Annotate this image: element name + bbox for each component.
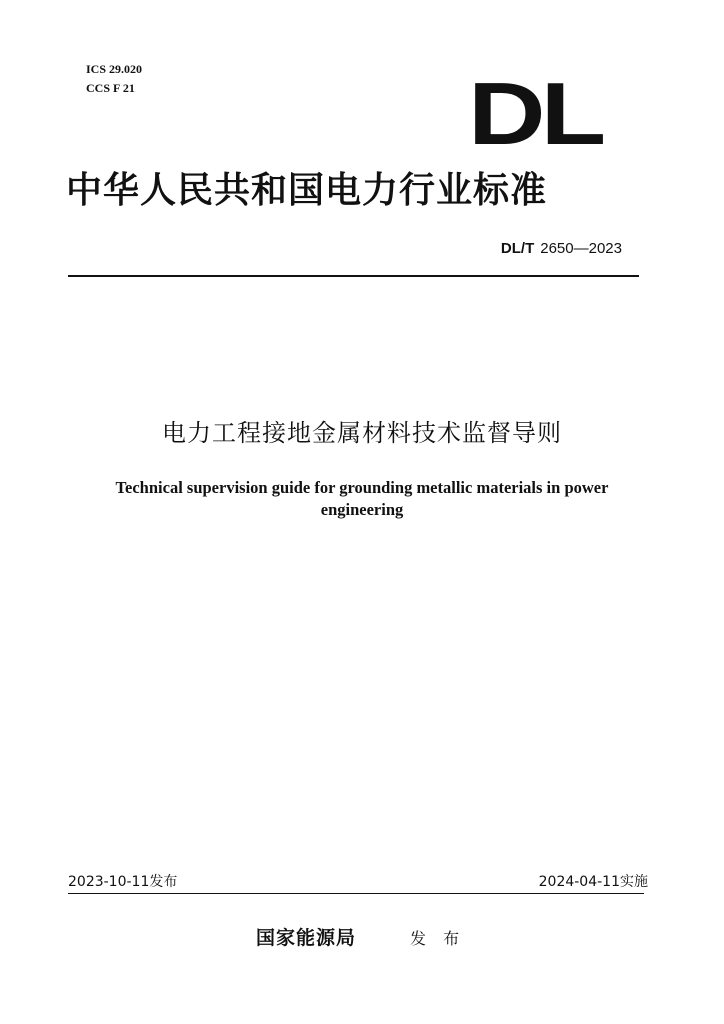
top-divider	[68, 275, 639, 277]
ccs-code: CCS F 21	[86, 81, 135, 95]
classification-block	[86, 60, 142, 98]
document-title-cn: 电力工程接地金属材料技术监督导则	[162, 419, 562, 447]
standard-code: DL/T	[500, 240, 535, 257]
publisher-name: 国家能源局	[256, 927, 357, 949]
document-title-en: Technical supervision guide for grounding metallic materials in power engineering	[115, 478, 609, 519]
standard-year: 2650—2023	[540, 240, 622, 257]
publish-label: 发 布	[410, 929, 466, 948]
standard-number	[501, 240, 622, 257]
implementation-date: 2024-04-11实施	[538, 874, 648, 890]
bottom-divider	[68, 893, 644, 894]
issue-date: 2023-10-11发布	[68, 874, 178, 890]
dl-logo: DL	[468, 64, 602, 163]
ics-code: ICS 29.020	[86, 62, 143, 76]
industry-standard-title: 中华人民共和国电力行业标准	[66, 169, 548, 211]
